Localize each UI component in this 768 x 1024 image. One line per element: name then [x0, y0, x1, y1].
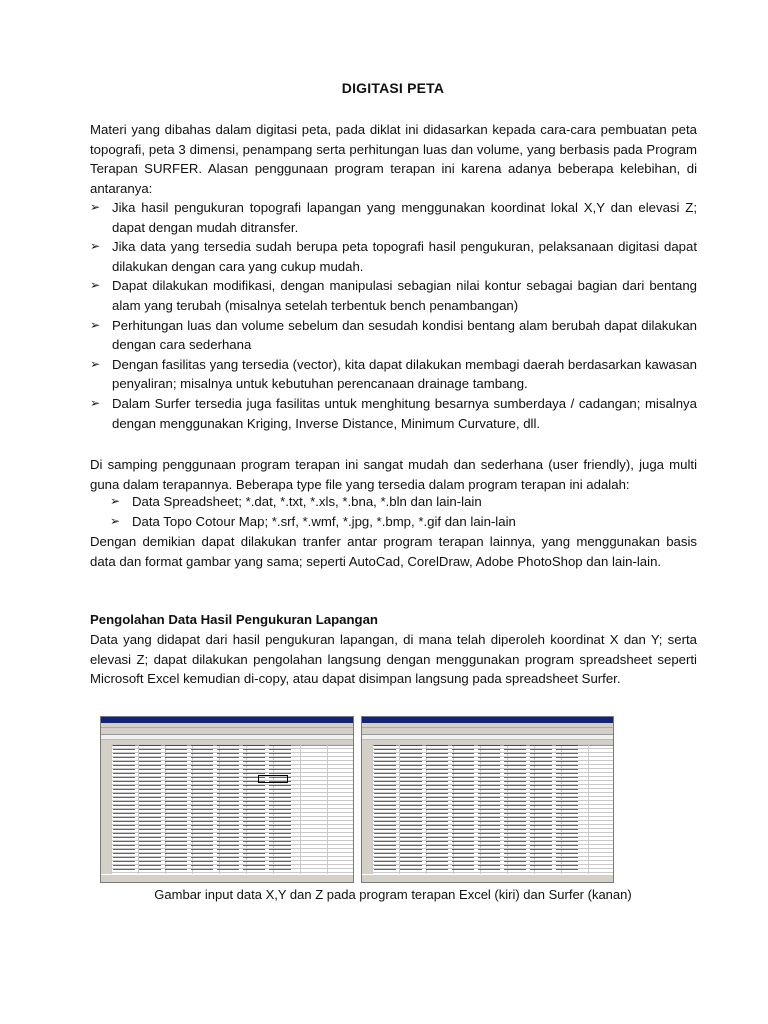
data-column — [165, 745, 187, 871]
advantages-list — [90, 198, 697, 433]
data-column — [400, 745, 422, 871]
taskbar — [101, 874, 353, 882]
list-item: ➢ Dalam Surfer tersedia juga fasilitas untuk menghitung besarnya sumberdaya / cadangan; misalnya dengan menggunakan Kriging, Inverse Distance, Minimum Curvature, dll. — [90, 395, 697, 431]
arrowhead-bullet-icon: ➢ — [90, 200, 101, 214]
data-column — [374, 745, 396, 871]
list-item: ➢ Dapat dilakukan modifikasi, dengan manipulasi sebagian nilai kontur sebagai bagian dari bentang alam yang terubah (misalnya setelah terbentuk bench penambangan) — [90, 278, 697, 313]
arrowhead-bullet-icon: ➢ — [90, 278, 101, 293]
data-column — [269, 745, 291, 871]
toolbar — [362, 728, 613, 735]
arrowhead-bullet-icon: ➢ — [90, 356, 101, 371]
figure-caption: Gambar input data X,Y dan Z pada program terapan Excel (kiri) dan Surfer (kanan) — [154, 887, 632, 902]
data-column — [504, 745, 526, 871]
transfer-paragraph: Dengan demikian dapat dilakukan tranfer antar program terapan lainnya, yang menggunakan basis data dan format gambar yang sama; seperti AutoCad, CorelDraw, Adobe PhotoShop dan lain-lain. — [90, 534, 697, 569]
data-column — [243, 745, 265, 871]
arrowhead-bullet-icon: ➢ — [90, 395, 101, 410]
taskbar — [362, 874, 613, 882]
arrowhead-bullet-icon: ➢ — [110, 513, 121, 528]
file-types-intro-paragraph: Di samping penggunaan program terapan ini sangat mudah dan sederhana (user friendly), juga multi guna dalam terapannya. Beberapa type file yang tersedia dalam program terapan ini adalah: — [90, 457, 697, 492]
arrowhead-bullet-icon: ➢ — [90, 317, 101, 332]
arrowhead-bullet-icon: ➢ — [110, 494, 121, 508]
document-title: DIGITASI PETA — [341, 80, 445, 96]
arrowhead-bullet-icon: ➢ — [90, 239, 101, 254]
list-item: ➢ Data Spreadsheet; *.dat, *.txt, *.xls, *.bna, *.bln dan lain-lain — [110, 492, 697, 512]
field-data-paragraph: Data yang didapat dari hasil pengukuran lapangan, di mana telah diperoleh koordinat X dan Y; serta elevasi Z; dapat dilakukan pengolahan langsung dengan menggunakan program spreadsheet seperti Microsoft Excel kemudian di-copy, atau dapat disimpan langsung pada spreadsheet Surfer. — [90, 632, 697, 687]
file-types-list — [110, 492, 697, 531]
list-item: ➢ Dengan fasilitas yang tersedia (vector), kita dapat dilakukan membagi daerah berdasarkan kawasan penyaliran; misalnya untuk kebutuhan perencanaan drainage tambang. — [90, 356, 697, 392]
data-column — [556, 745, 578, 871]
list-item: ➢ Jika data yang tersedia sudah berupa peta topografi hasil pengukuran, pelaksanaan digitasi dapat dilakukan dengan cara yang cukup mudah. — [90, 239, 697, 274]
data-column — [478, 745, 500, 871]
intro-paragraph: Materi yang dibahas dalam digitasi peta, pada diklat ini didasarkan kepada cara-cara pembuatan peta topografi, peta 3 dimensi, penampang serta perhitungan luas dan volume, yang berbasis pada Program Terapan SURFER. Alasan penggunaan program terapan ini karena adanya beberapa kelebihan, di antaranya: — [90, 122, 697, 196]
excel-screenshot-image — [100, 716, 354, 883]
data-column — [113, 745, 135, 871]
data-column — [217, 745, 239, 871]
selected-cell — [258, 775, 288, 783]
list-item: ➢ Data Topo Cotour Map; *.srf, *.wmf, *.jpg, *.bmp, *.gif dan lain-lain — [110, 512, 697, 532]
list-item: ➢ Jika hasil pengukuran topografi lapangan yang menggunakan koordinat lokal X,Y dan elevasi Z; dapat dengan mudah ditransfer. — [90, 200, 697, 235]
toolbar — [101, 728, 353, 735]
data-column — [426, 745, 448, 871]
data-column — [191, 745, 213, 871]
data-column — [139, 745, 161, 871]
data-column — [530, 745, 552, 871]
list-item: ➢ Perhitungan luas dan volume sebelum dan sesudah kondisi bentang alam berubah dapat dilakukan dengan cara sederhana — [90, 317, 697, 353]
section-heading: Pengolahan Data Hasil Pengukuran Lapangan — [90, 612, 378, 627]
surfer-screenshot-image — [361, 716, 614, 883]
data-column — [452, 745, 474, 871]
